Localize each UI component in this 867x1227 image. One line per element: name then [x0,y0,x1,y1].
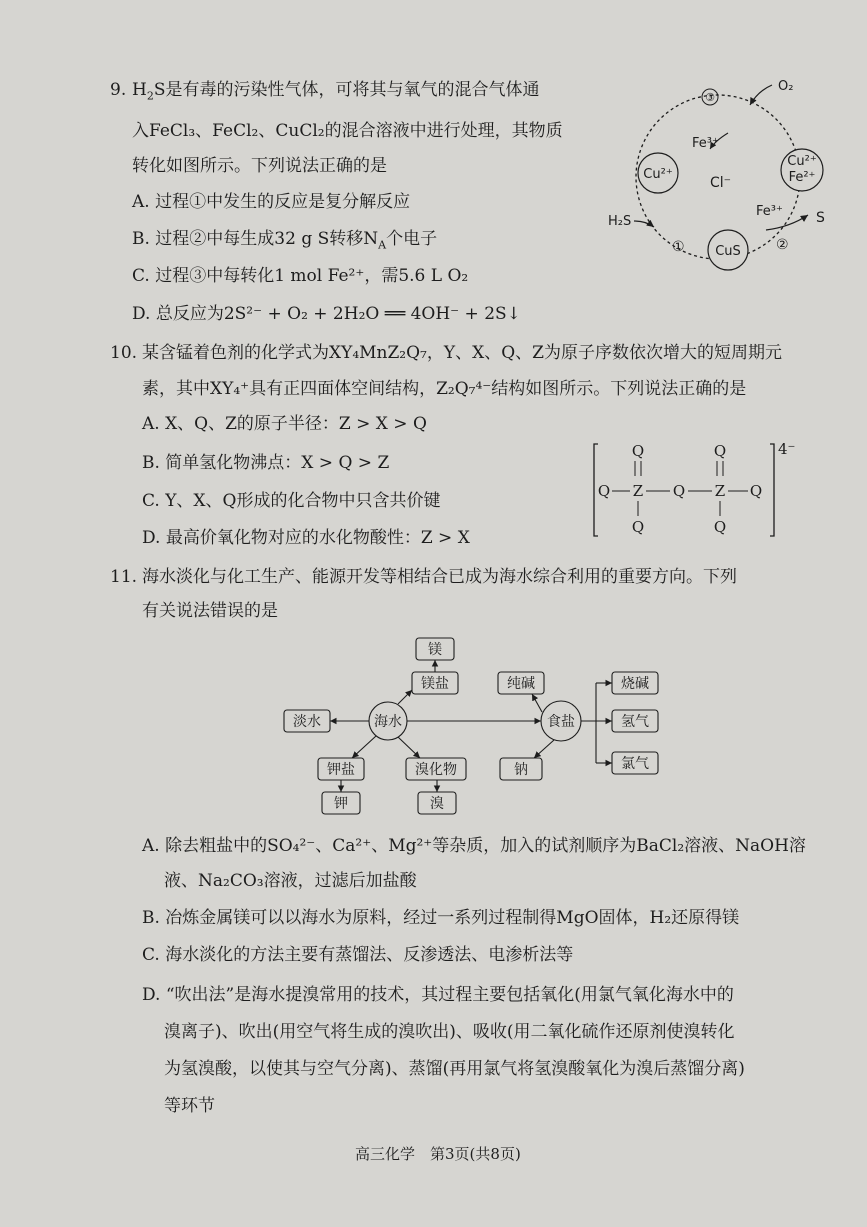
q-top-left: Q [631,442,645,460]
q-bridge: Q [672,482,686,500]
q-left: Q [597,482,611,500]
q-bottom-right: Q [713,518,727,536]
q-bottom-left: Q [631,518,645,536]
q10-option-b: B. 简单氢化物沸点：X > Q > Z [142,453,390,473]
mg-salt-node: 镁盐 [421,676,449,692]
q9-option-b: B. 过程②中每生成32 g S转移$N_A$个电子 [132,229,438,252]
fresh-water-node: 淡水 [293,714,321,730]
step3-label: ③ [705,91,715,104]
potassium-node: 钾 [334,796,348,812]
q10-option-c: C. Y、X、Q形成的化合物中只含共价键 [142,491,441,511]
cu2-right-label: Cu²⁺ [787,154,817,169]
potassium-salt-node: 钾盐 [327,762,355,778]
q11-flow-diagram [270,630,670,825]
q11-number: 11. [110,567,138,587]
q10-option-d: D. 最高价氧化物对应的水化物酸性：Z > X [142,528,470,548]
chlorine-node: 氯气 [621,756,649,772]
h2s-label: H₂S [608,214,632,229]
s-label: S [816,210,825,226]
z-right: Z [714,482,726,500]
q11-option-a-line2: 液、Na₂CO₃溶液，过滤后加盐酸 [164,871,417,891]
q10-stem-line1: 某含锰着色剂的化学式为XY₄MnZ₂Q₇，Y、X、Q、Z为原子序数依次增大的短周期元 [142,343,782,363]
step1-label: ① [672,239,685,255]
salt-node: 食盐 [547,714,575,730]
bromine-node: 溴 [430,796,444,812]
soda-node: 纯碱 [507,676,535,692]
q10-structure-diagram [590,440,800,540]
cu2-left-label: Cu²⁺ [643,167,673,182]
q11-option-d-line1: D. “吹出法”是海水提溴常用的技术，其过程主要包括氧化(用氯气氧化海水中的 [142,985,734,1005]
q9-number: 9. [110,80,127,100]
q11-option-d-line4: 等环节 [164,1096,215,1116]
q11-option-c: C. 海水淡化的方法主要有蒸馏法、反渗透法、电渗析法等 [142,945,574,965]
q10-stem-line2: 素，其中XY₄⁺具有正四面体空间结构，Z₂Q₇⁴⁻结构如图所示。下列说法正确的是 [142,379,747,399]
o2-label: O₂ [778,79,794,94]
q9-option-a: A. 过程①中发生的反应是复分解反应 [132,192,411,212]
q11-option-b: B. 冶炼金属镁可以以海水为原料，经过一系列过程制得MgO固体，H₂还原得镁 [142,908,740,928]
q-right: Q [749,482,763,500]
q9-stem-line1: $H_2S$是有毒的污染性气体，可将其与氧气的混合气体通 [132,80,540,103]
fe3-mid-label: Fe³⁺ [756,204,783,219]
fe3-top-label: Fe³⁺ [692,136,719,151]
z-left: Z [632,482,644,500]
fe2-right-label: Fe²⁺ [788,170,816,185]
q9-stem-line2: 入FeCl₃、FeCl₂、CuCl₂的混合溶液中进行处理，其物质 [132,121,563,141]
step2-label: ② [776,237,789,253]
q9-stem-line3: 转化如图所示。下列说法正确的是 [132,156,387,176]
q-top-right: Q [713,442,727,460]
cus-label: CuS [715,244,741,259]
charge-label: 4⁻ [778,440,796,458]
hydrogen-node: 氢气 [621,714,649,730]
mg-node: 镁 [428,642,442,658]
bromide-node: 溴化物 [415,762,457,778]
q11-option-d-line3: 为氢溴酸，以使其与空气分离)、蒸馏(再用氯气将氢溴酸氧化为溴后蒸馏分离) [164,1059,745,1079]
q11-option-a-line1: A. 除去粗盐中的SO₄²⁻、Ca²⁺、Mg²⁺等杂质，加入的试剂顺序为BaCl₂溶液、NaOH溶 [142,836,806,856]
caustic-soda-node: 烧碱 [621,676,649,692]
q11-stem-line1: 海水淡化与化工生产、能源开发等相结合已成为海水综合利用的重要方向。下列 [142,567,737,587]
cl-label: Cl⁻ [710,175,732,191]
q10-option-a: A. X、Q、Z的原子半径：Z > X > Q [142,414,427,434]
page-footer: 高三化学 第3页(共8页) [355,1145,521,1163]
sodium-node: 钠 [514,762,528,778]
q9-option-d: D. 总反应为2S²⁻ + O₂ + 2H₂O ══ 4OH⁻ + 2S↓ [132,304,521,324]
q11-option-d-line2: 溴离子)、吹出(用空气将生成的溴吹出)、吸收(用二氧化硫作还原剂使溴转化 [164,1022,735,1042]
q9-option-c: C. 过程③中每转化1 mol Fe²⁺，需5.6 L O₂ [132,266,469,286]
q10-number: 10. [110,343,138,363]
q9-cycle-diagram [600,75,840,275]
q11-stem-line2: 有关说法错误的是 [142,601,278,621]
seawater-node: 海水 [374,714,402,730]
